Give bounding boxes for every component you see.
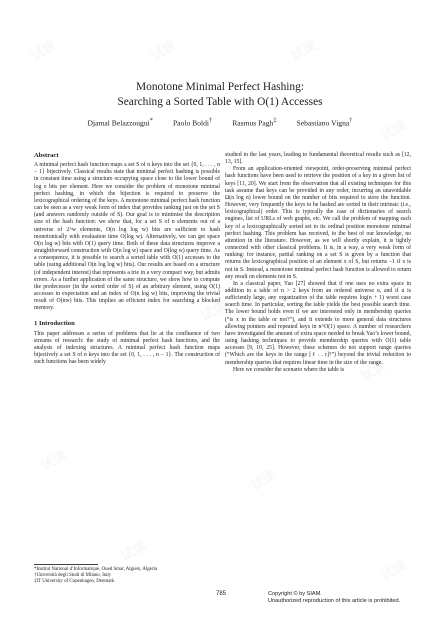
right-paragraph-2: From an application-oriented viewpoint, order-preserving minimal perfect hash functions have been used to retrieve the position of a key in a given list of keys [11, 20]. We start from the observation that all existing techniques for this task assume that keys can be provided in any order, incurring an unavoidable Ω(n log n) lower bound on the number of bits required to store the function. However, very frequently the keys to be hashed are sorted in their intrinsic (i.e., lexicographical) order. This is typically the case of dictionaries of search engines, list of URLs of web graphs, etc. We call the problem of mapping each key of a lexicographically sorted set to its ordinal position monotone minimal perfect hashing. This problem has received, to the best of our knowledge, no attention in the literature. However, as we will shortly explain, it is tightly connected with other classical problems. It is, in a way, a very weak form of ranking: for instance, partial ranking on a set S is given by a function that returns the lexicographical position of an element x of S, but returns −1 if x is not in S. Instead, a monotone minimal perfect hash function is allowed to return any result on elements not in S. xyxy=(225,166,411,280)
copyright-line-1: Copyright © by SIAM. xyxy=(268,591,322,597)
abstract-heading: Abstract xyxy=(34,152,59,159)
copyright-notice xyxy=(268,591,400,605)
footnote-2: †Università degli Studi di Milano, Italy xyxy=(34,573,112,578)
title-line-1: Monotone Minimal Perfect Hashing: xyxy=(136,81,304,93)
watermark-mark: 试读 xyxy=(358,357,389,384)
abstract-text: A minimal perfect hash function maps a set S of n keys into the set {0, 1, . . . , n − 1} bijectively. Classical results state that minimal perfect hashing is possible in constant time using a structure occupying space close to the lower bound of log e bits per element. Here we consider the problem of monotone minimal perfect hashing, in which the bijection is required to preserve the lexicographical ordering of the keys. A monotone minimal perfect hash function can be seen as a very weak form of index that provides ranking just on the set S (and answers randomly outside of S). Our goal is to minimise the description size of the hash function: we show that, for a set S of n elements out of a universe of 2^w elements, O(n log log w) bits are sufficient to hash monotonically with evaluation time O(log w). Alternatively, we can get space O(n log w) bits with O(1) query time. Both of these data structures improve a straightforward construction with O(n log w) space and O(log w) query time. As a consequence, it is possible to search a sorted table with O(1) accesses to the table (using additional O(n log log w) bits). Our results are based on a structure (of independent interest) that represents a trie in a very compact way, but admits errors. As a further application of the same structure, we show how to compute the predecessor (in the sorted order of S) of an arbitrary element, using O(1) accesses in expectation and an index of O(n log w) bits, improving the trivial result of O(nw) bits. This implies an efficient index for searching a blocked memory. xyxy=(34,162,220,312)
watermark-mark: 试读 xyxy=(288,37,319,64)
footnote-rule xyxy=(34,564,98,565)
watermark-mark: 试读 xyxy=(58,227,89,254)
watermark-mark: 试读 xyxy=(148,37,179,64)
author-4: Sebastiano Vigna† xyxy=(296,117,353,128)
right-paragraph-4: Here we consider the scenario where the table is xyxy=(233,366,345,373)
page-number: 785 xyxy=(216,591,227,597)
author-2: Paolo Boldi† xyxy=(172,117,213,128)
right-column xyxy=(225,152,411,374)
left-column xyxy=(34,152,220,366)
author-1: Djamal Belazzougui* xyxy=(87,117,153,128)
watermark-mark: 试读 xyxy=(118,537,149,564)
paper-title xyxy=(0,80,440,110)
right-paragraph-1: studied in the last years, leading to fundamental theoretical results such as [12, 13, 15]. xyxy=(225,152,411,166)
watermark-mark: 试读 xyxy=(38,447,69,474)
watermark-mark: 试读 xyxy=(378,117,409,144)
title-line-2: Searching a Sorted Table with O(1) Accesses xyxy=(117,96,323,108)
watermark-mark: 试读 xyxy=(248,467,279,494)
author-3: Rasmus Pagh‡ xyxy=(232,117,277,128)
introduction-heading: 1 Introduction xyxy=(34,320,75,328)
watermark-mark: 试读 xyxy=(378,557,409,584)
watermark-mark: 试读 xyxy=(28,37,59,64)
watermark-mark: 试读 xyxy=(198,297,229,324)
author-list xyxy=(20,117,420,128)
right-paragraph-3: In a classical paper, Yao [27] showed that if one uses no extra space in addition to a table of n > 2 keys from an ordered universe u, and if u is sufficiently large, any organization of the table requires log(n + 1) worst case search time. In particular, sorting the table yields the best possible search time. The lower bound holds even if we are interested only in membership queries (“is x in the table or not?”), and it extends to more general data structures allowing pointers and repeated keys in n^O(1) space. A number of researchers have investigated the amount of extra space needed to break Yao’s lower bound, using hashing techniques to provide membership queries with O(1) table accesses [9, 10, 25]. However, these schemes do not support range queries (“Which are the keys in the range [ℓ . . r]?”) beyond the trivial reduction to membership queries that requires linear time in the size of the range. xyxy=(225,280,411,366)
footnote-1: *Institut National d’Informatique, Oued Smar, Algiers, Algeria xyxy=(34,567,157,572)
introduction-text: This paper addresses a series of problems that lie at the confluence of two streams of research: the study of minimal perfect hash functions, and the analysis of indexing structures. A minimal perfect hash function maps bijectively a set S of n keys into the set {0, 1, . . . , n − 1}. The construction of such functions has been widely xyxy=(34,330,220,366)
footnote-3: ‡IT University of Copenhagen, Denmark xyxy=(34,579,115,584)
copyright-line-2: Unauthorized reproduction of this article is prohibited. xyxy=(268,598,401,604)
